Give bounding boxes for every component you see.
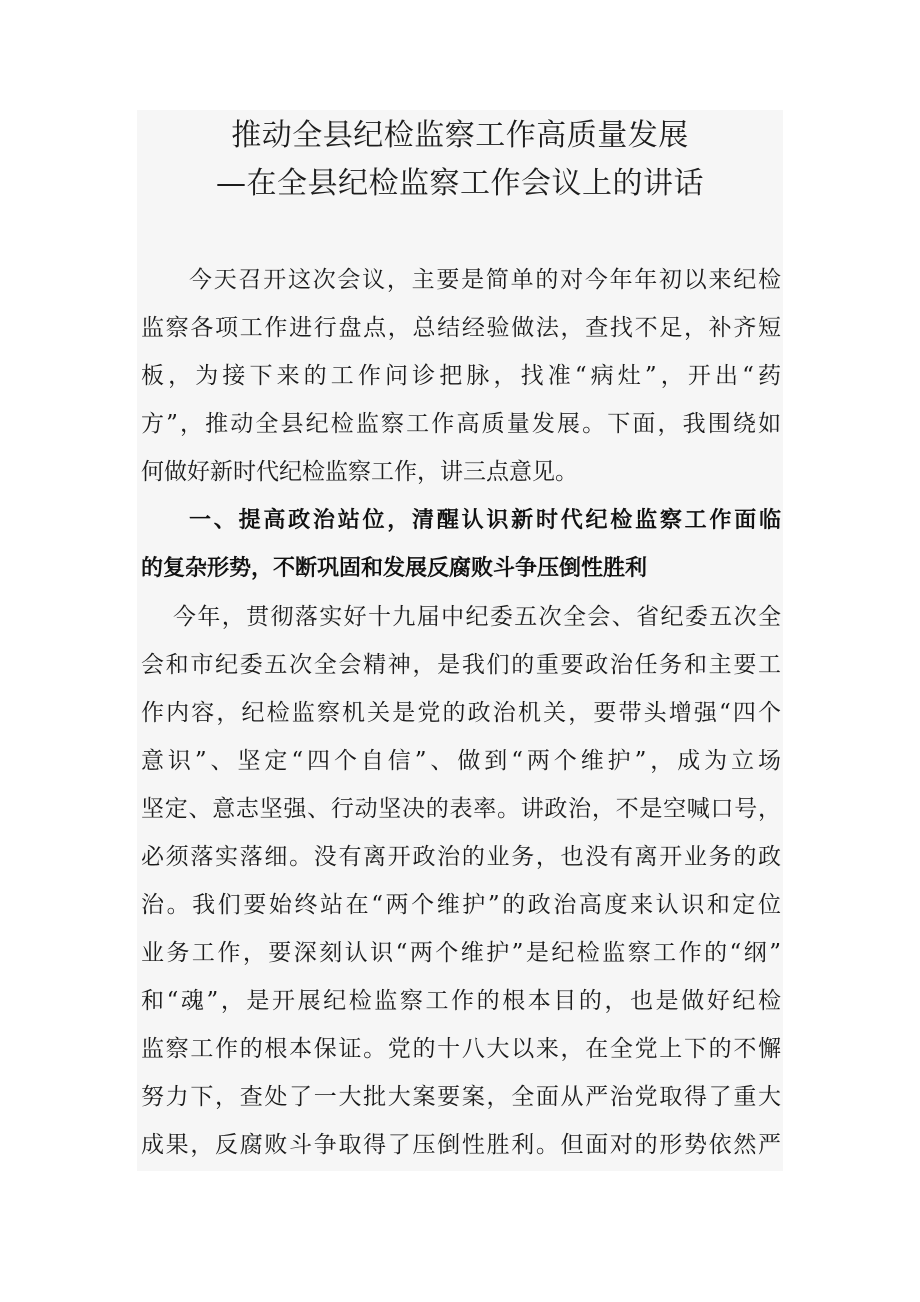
paragraph-1-line-3: 板，为接下来的工作问诊把脉，找准“病灶”，开出“药	[141, 363, 781, 389]
paragraph-1-line-5: 何做好新时代纪检监察工作，讲三点意见。	[141, 459, 578, 485]
paragraph-2-line-11: 努力下，查处了一大批大案要案，全面从严治党取得了重大	[141, 1084, 781, 1110]
document-subtitle: —在全县纪检监察工作会议上的讲话	[216, 166, 704, 201]
paragraph-2-line-7: 治。我们要始终站在“两个维护”的政治高度来认识和定位	[141, 892, 781, 918]
paragraph-2-line-9: 和“魂”，是开展纪检监察工作的根本目的，也是做好纪检	[141, 988, 781, 1014]
paragraph-1-line-2: 监察各项工作进行盘点，总结经验做法，查找不足，补齐短	[141, 315, 781, 341]
paragraph-2-line-4: 意识”、坚定“四个自信”、做到“两个维护”，成为立场	[141, 748, 781, 774]
paragraph-2-line-6: 必须落实落细。没有离开政治的业务，也没有离开业务的政	[141, 844, 781, 870]
paragraph-2-line-5: 坚定、意志坚强、行动坚决的表率。讲政治，不是空喊口号，	[141, 796, 781, 822]
section-heading-1-line-1: 一、提高政治站位，清醒认识新时代纪检监察工作面临	[189, 508, 781, 533]
paragraph-2-line-3: 作内容，纪检监察机关是党的政治机关，要带头增强“四个	[141, 700, 781, 726]
paragraph-1-line-4: 方”，推动全县纪检监察工作高质量发展。下面，我围绕如	[141, 411, 781, 437]
paragraph-2-line-10: 监察工作的根本保证。党的十八大以来，在全党上下的不懈	[141, 1036, 781, 1062]
document-title: 推动全县纪检监察工作高质量发展	[231, 118, 689, 153]
paragraph-1-line-1: 今天召开这次会议，主要是简单的对今年年初以来纪检	[189, 267, 781, 293]
section-heading-1-line-2: 的复杂形势，不断巩固和发展反腐败斗争压倒性胜利	[141, 556, 648, 581]
paragraph-2-line-8: 业务工作，要深刻认识“两个维护”是纪检监察工作的“纲”	[141, 940, 781, 966]
paragraph-2-line-1: 今年，贯彻落实好十九届中纪委五次全会、省纪委五次全	[173, 604, 781, 630]
paragraph-2-line-12: 成果，反腐败斗争取得了压倒性胜利。但面对的形势依然严	[141, 1132, 781, 1158]
paragraph-2-line-2: 会和市纪委五次全会精神，是我们的重要政治任务和主要工	[141, 652, 781, 678]
